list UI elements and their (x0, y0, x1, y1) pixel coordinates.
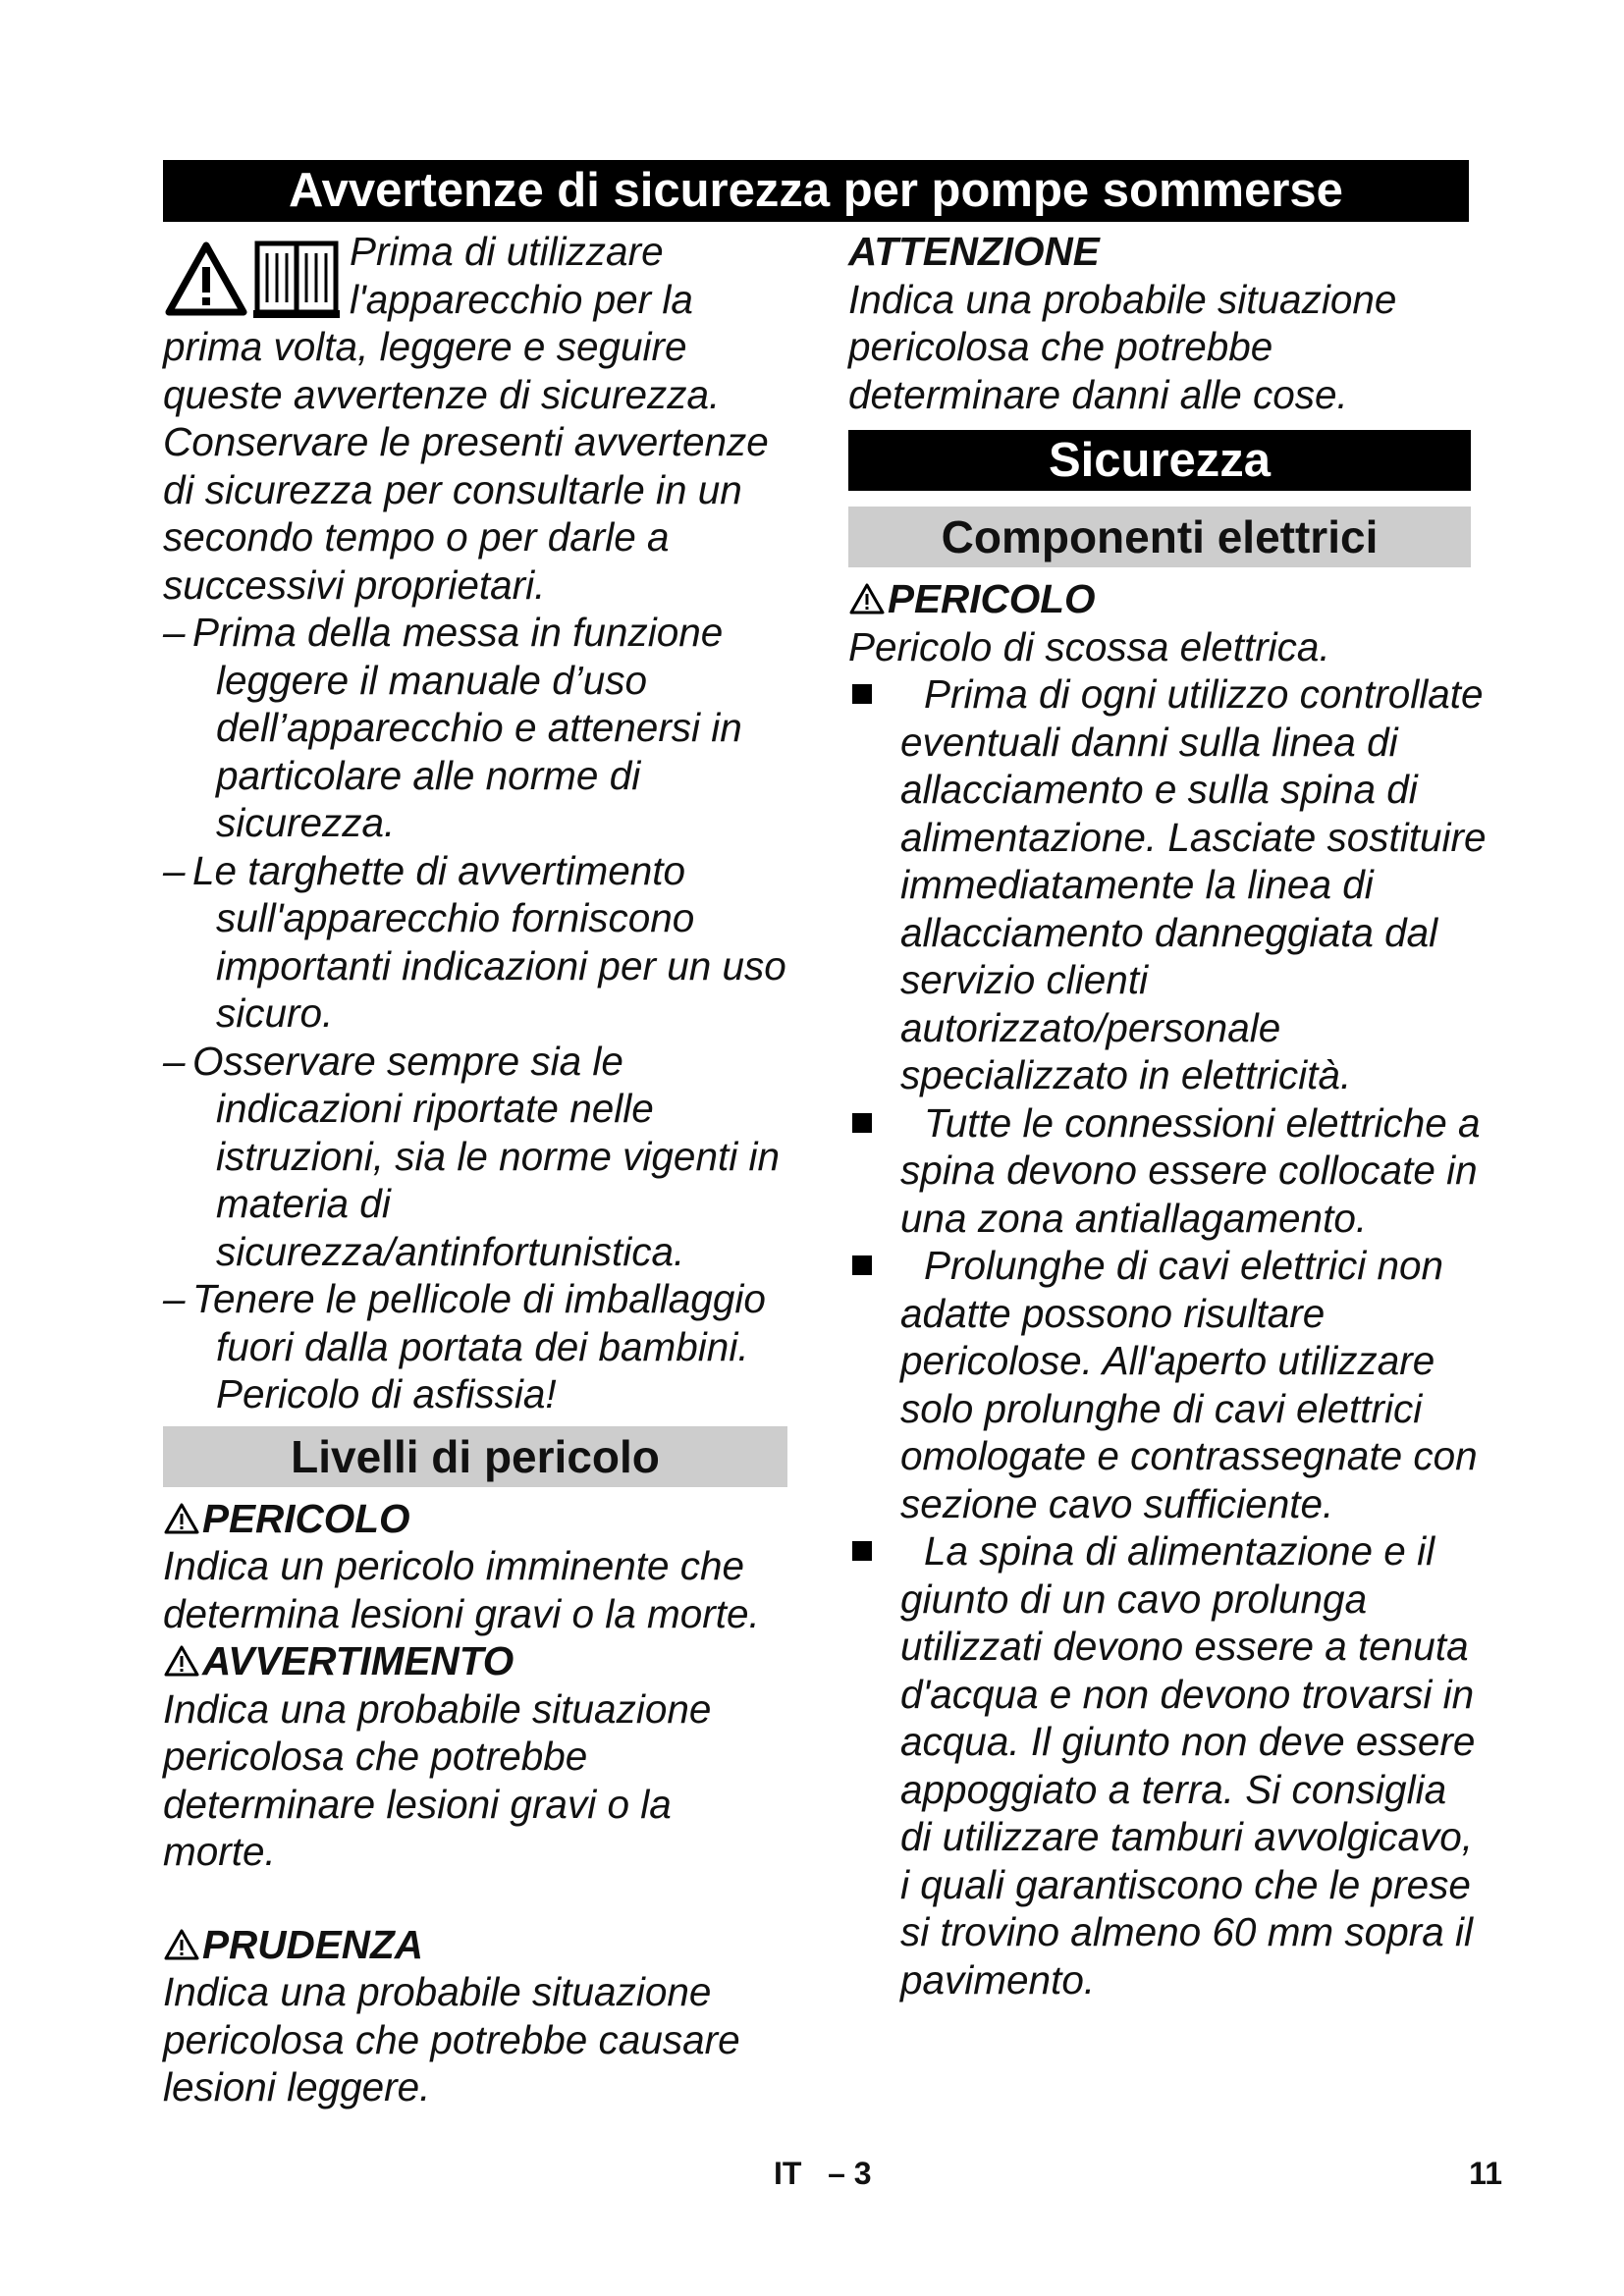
list-item: La spina di alimentazione e il giunto di un cavo prolunga utilizzati devono essere a tenuta d'acqua e non devono trovarsi in acqua. Il giunto non deve essere appoggiato a terra. Si consiglia di utilizzare tamburi avvolgicavo, i quali garantiscono che le prese si trovino almeno 60 mm sopra il pavimento. (848, 1527, 1487, 2003)
level-prudenza (163, 1921, 787, 2111)
level-pericolo (163, 1495, 787, 1638)
dash-glyph: – (163, 847, 186, 893)
pericolo-text: Indica un pericolo imminente che determina lesioni gravi o la morte. (163, 1543, 760, 1636)
square-bullet-icon (852, 1255, 872, 1275)
avvertimento-label: AVVERTIMENTO (163, 1637, 787, 1685)
avvertimento-text: Indica una probabile situazione pericolosa che potrebbe determinare lesioni gravi o la morte. (163, 1685, 712, 1874)
footer-language: IT – 3 (774, 2156, 872, 2191)
warning-triangle-icon (163, 232, 340, 322)
list-item: Tutte le connessioni elettriche a spina devono essere collocate in una zona antiallagamento. (848, 1099, 1487, 1243)
list-item: Prolunghe di cavi elettrici non adatte possono risultare pericolose. All'aperto utilizzare solo prolunghe di cavi elettrici omologate e contrassegnate con sezione cavo sufficiente. (848, 1242, 1487, 1527)
pericolo-label: PERICOLO (848, 575, 1487, 623)
square-bullet-icon (852, 684, 872, 704)
right-column (848, 228, 1487, 2003)
level-avvertimento (163, 1637, 787, 1876)
electrical-bullets (848, 670, 1487, 2003)
page-title: Avvertenze di sicurezza per pompe sommerse (163, 160, 1469, 222)
intro-text: Prima di utilizzare l'apparecchio per la prima volta, leggere e seguire queste avvertenze di sicurezza. Conservare le presenti avvertenze di sicurezza per consultarle in un secondo tempo o per darle a successivi proprietari. (163, 229, 769, 608)
list-item: – Le targhette di avvertimento sull'apparecchio forniscono importanti indicazioni per un uso sicuro. (163, 847, 786, 1036)
pericolo-text: Pericolo di scossa elettrica. (848, 623, 1330, 669)
prudenza-text: Indica una probabile situazione pericolosa che potrebbe causare lesioni leggere. (163, 1969, 740, 2109)
prudenza-label: PRUDENZA (163, 1921, 787, 1969)
intro-icons (163, 232, 340, 322)
manual-book-icon (253, 243, 340, 318)
list-item: – Osservare sempre sia le indicazioni riportate nelle istruzioni, sia le norme vigenti in materia di sicurezza/antinfortunistica. (163, 1038, 781, 1274)
safety-notes-list (163, 609, 787, 1418)
warning-small-icon (163, 1502, 200, 1535)
dash-glyph: – (163, 610, 186, 655)
square-bullet-icon (852, 1541, 872, 1561)
sicurezza-heading: Sicurezza (848, 430, 1471, 491)
levels-heading: Livelli di pericolo (163, 1426, 787, 1487)
list-item: – Tenere le pellicole di imballaggio fuori dalla portata dei bambini. Pericolo di asfissia! (163, 1276, 766, 1416)
left-column (163, 228, 787, 2111)
square-bullet-icon (852, 1113, 872, 1133)
attenzione-label: ATTENZIONE (848, 229, 1100, 274)
intro-block (163, 228, 787, 609)
attenzione-text: Indica una probabile situazione pericolosa che potrebbe determinare danni alle cose. (848, 276, 1397, 417)
warning-small-icon (163, 1928, 200, 1961)
componenti-heading: Componenti elettrici (848, 507, 1471, 567)
pericolo-label: PERICOLO (163, 1495, 787, 1543)
list-item: – Prima della messa in funzione leggere il manuale d’uso dell’apparecchio e attenersi in particolare alle norme di sicurezza. (163, 610, 742, 845)
dash-glyph: – (163, 1038, 186, 1084)
list-item: Prima di ogni utilizzo controllate eventuali danni sulla linea di allacciamento e sulla spina di alimentazione. Lasciate sostituire immediatamente la linea di allacciamento danneggiata dal servizio clienti autorizzato/personale specializzato in elettricità. (848, 670, 1487, 1099)
warning-small-icon (848, 582, 886, 615)
right-pericolo (848, 575, 1487, 670)
warning-small-icon (163, 1644, 200, 1678)
page-number: 11 (1469, 2156, 1502, 2191)
dash-glyph: – (163, 1276, 186, 1321)
